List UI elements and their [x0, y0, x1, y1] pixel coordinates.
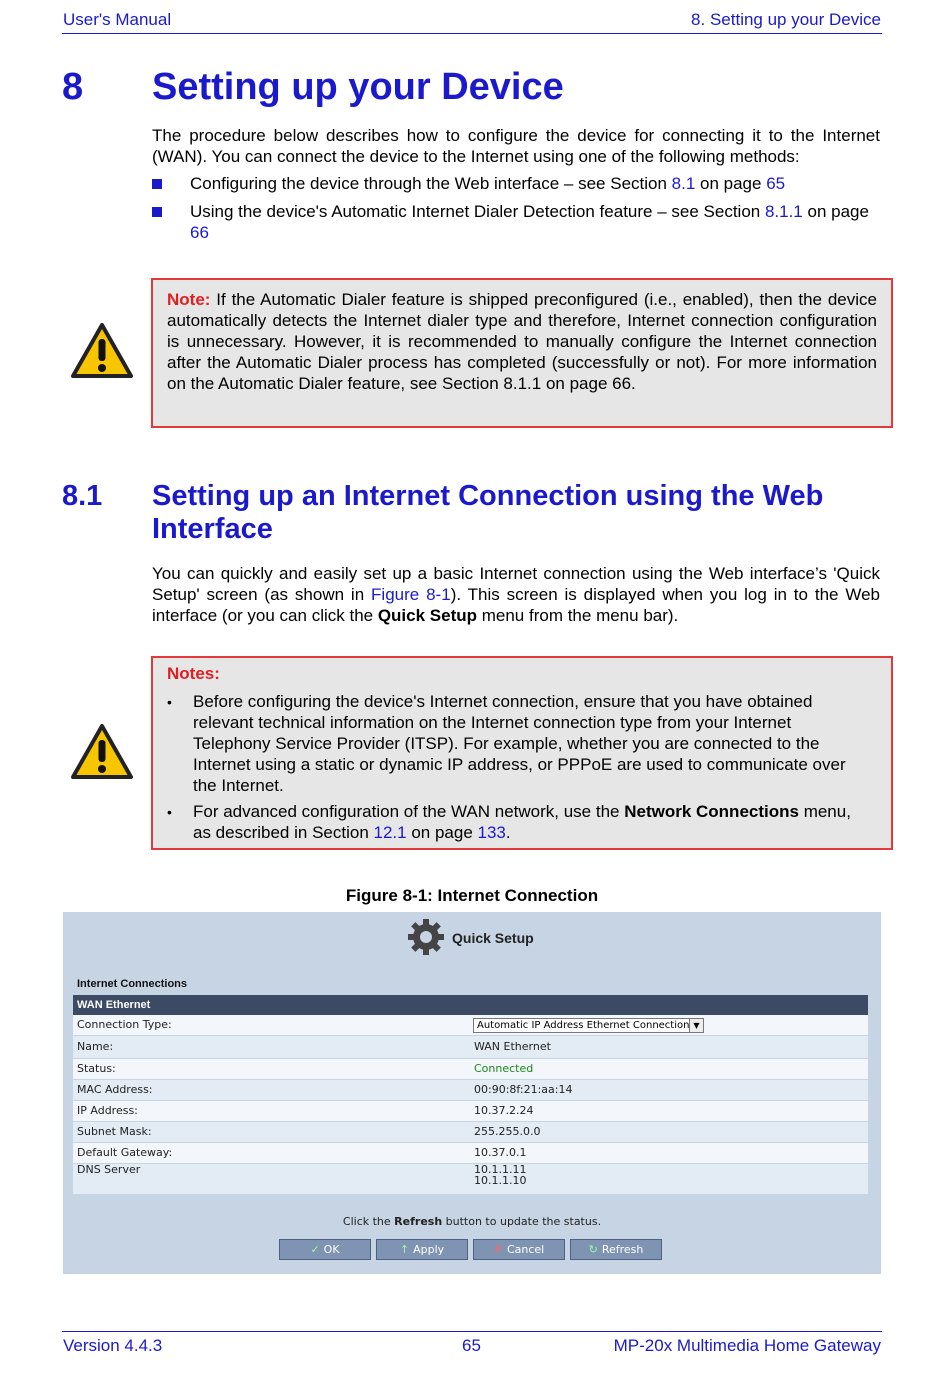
button-label: Refresh	[601, 1243, 644, 1256]
footer-page-number: 65	[462, 1336, 481, 1355]
table-row	[73, 1080, 868, 1101]
button-label: Cancel	[506, 1243, 545, 1256]
row-value: 00:90:8f:21:aa:14	[474, 1083, 573, 1096]
button-label: OK	[323, 1243, 340, 1256]
network-connections-term: Network Connections	[624, 802, 799, 821]
row-label: IP Address:	[77, 1104, 138, 1117]
paragraph-text: ). This screen is displayed when you log in to the Web interface (or you can click the	[152, 585, 881, 625]
select-value: Automatic IP Address Ethernet Connection	[477, 1020, 690, 1031]
chapter-number: 8	[62, 66, 84, 108]
header-rule	[62, 33, 882, 34]
table-row	[73, 1101, 868, 1122]
note-text: on page	[406, 823, 478, 842]
header-right: 8. Setting up your Device	[691, 10, 881, 29]
quick-setup-title: Quick Setup	[452, 930, 534, 946]
footer-product: MP-20x Multimedia Home Gateway	[613, 1336, 881, 1355]
paragraph-text: You can quickly and easily set up a basic Internet connection using the Web interface’s 'Quick Setup' screen (as shown in	[152, 564, 880, 604]
check-icon: ✓	[310, 1243, 320, 1256]
note-item-1: Before configuring the device's Internet connection, ensure that you have obtained relevant technical information on the Internet connection type from your Internet Telephony Service Provider (ITSP). For example, whether you are connected to the Internet using a static or dynamic IP address, or PPPoE are used to communicate over the Internet.	[193, 692, 846, 795]
quick-setup-term: Quick Setup	[377, 606, 478, 625]
table-body	[73, 1015, 868, 1195]
row-value: 10.1.1.10	[474, 1174, 527, 1187]
note-box	[151, 278, 893, 428]
page-link[interactable]: 66	[190, 223, 209, 242]
bullet-item-1	[190, 173, 880, 194]
bullet-text: Using the device's Automatic Internet Dialer Detection feature – see Section	[190, 202, 765, 221]
cancel-button[interactable]	[473, 1239, 565, 1260]
row-label: Connection Type:	[77, 1018, 172, 1031]
close-icon: ✗	[493, 1243, 503, 1256]
chapter-heading	[62, 66, 564, 109]
table-row	[73, 1015, 868, 1036]
note-text: For advanced configuration of the WAN network, use the	[193, 802, 625, 821]
note-text: menu, as described in Section	[193, 802, 851, 842]
hint-text: Click the	[342, 1215, 395, 1228]
section-link[interactable]: 8.1.1	[764, 202, 803, 221]
row-value: 10.37.0.1	[474, 1146, 527, 1159]
gear-icon	[406, 917, 446, 957]
warning-icon	[70, 723, 134, 781]
warning-icon	[70, 322, 134, 380]
paragraph-text: menu from the menu bar).	[477, 606, 679, 625]
apply-button[interactable]	[376, 1239, 468, 1260]
section-link[interactable]: 8.1	[671, 174, 696, 193]
table-row	[73, 1122, 868, 1143]
ok-button[interactable]	[279, 1239, 371, 1260]
arrow-up-icon: ↑	[399, 1243, 410, 1256]
row-value: 10.1.1.11	[474, 1163, 527, 1176]
refresh-hint	[63, 1215, 881, 1228]
figure-link[interactable]: Figure 8-1	[371, 585, 451, 604]
section-paragraph	[152, 563, 880, 626]
bullet-item-2	[190, 201, 880, 243]
note-item-2	[193, 801, 873, 843]
row-value: 255.255.0.0	[474, 1125, 541, 1138]
bullet-dot: •	[167, 804, 172, 820]
bullet-marker	[152, 179, 162, 189]
section-heading	[62, 480, 862, 550]
refresh-icon: ↻	[588, 1243, 598, 1256]
footer-version: Version 4.4.3	[63, 1336, 163, 1355]
bullet-text: Configuring the device through the Web interface – see Section	[190, 174, 672, 193]
table-row	[73, 1059, 868, 1080]
internet-connections-title: Internet Connections	[77, 978, 188, 990]
section-number: 8.1	[62, 480, 103, 512]
bullet-text: on page	[695, 174, 767, 193]
bullet-dot: •	[167, 694, 172, 710]
row-label: DNS Server	[77, 1163, 141, 1176]
chevron-down-icon[interactable]: ▼	[689, 1019, 703, 1032]
hint-bold: Refresh	[394, 1215, 443, 1228]
notes-label: Notes:	[167, 664, 220, 683]
hint-text: button to update the status.	[442, 1215, 602, 1228]
figure-caption: Figure 8-1: Internet Connection	[345, 886, 599, 905]
section-link[interactable]: 12.1	[373, 823, 407, 842]
note-text: If the Automatic Dialer feature is shipped preconfigured (i.e., enabled), then the device automatically detects the Internet dialer type and therefore, Internet connection configuration is unnecessary. However, it is recommended to manually configure the Internet connection after the Automatic Dialer process has completed (successfully or not). For more information on the Automatic Dialer feature, see Section 8.1.1 on page 66.	[167, 290, 877, 393]
note-text: .	[505, 823, 511, 842]
row-label: Subnet Mask:	[77, 1125, 152, 1138]
connection-type-select[interactable]	[473, 1018, 704, 1033]
status-value: Connected	[474, 1062, 534, 1075]
row-label: MAC Address:	[77, 1083, 153, 1096]
row-label: Default Gateway:	[77, 1146, 173, 1159]
table-row	[73, 1036, 868, 1059]
section-title: Setting up an Internet Connection using the Web Interface	[152, 480, 824, 545]
bullet-marker	[152, 207, 162, 217]
notes-box	[151, 656, 893, 850]
wan-table	[73, 995, 868, 1195]
note-label: Note:	[167, 290, 211, 309]
quick-setup-screenshot	[63, 912, 881, 1274]
footer-rule	[62, 1331, 882, 1332]
refresh-button[interactable]	[570, 1239, 662, 1260]
intro-paragraph: The procedure below describes how to configure the device for connecting it to the Internet (WAN). You can connect the device to the Internet using one of the following methods:	[152, 126, 880, 166]
page-link[interactable]: 65	[766, 174, 786, 193]
row-value: WAN Ethernet	[474, 1040, 551, 1053]
table-header: WAN Ethernet	[73, 995, 868, 1015]
header-left: User's Manual	[63, 10, 172, 29]
row-label: Name:	[77, 1040, 114, 1053]
table-row	[73, 1164, 868, 1195]
page-link[interactable]: 133	[477, 823, 506, 842]
row-value: 10.37.2.24	[474, 1104, 534, 1117]
bullet-text: on page	[802, 202, 869, 221]
button-label: Apply	[413, 1243, 445, 1256]
chapter-title: Setting up your Device	[152, 66, 564, 108]
row-label: Status:	[77, 1062, 116, 1075]
table-row	[73, 1143, 868, 1164]
